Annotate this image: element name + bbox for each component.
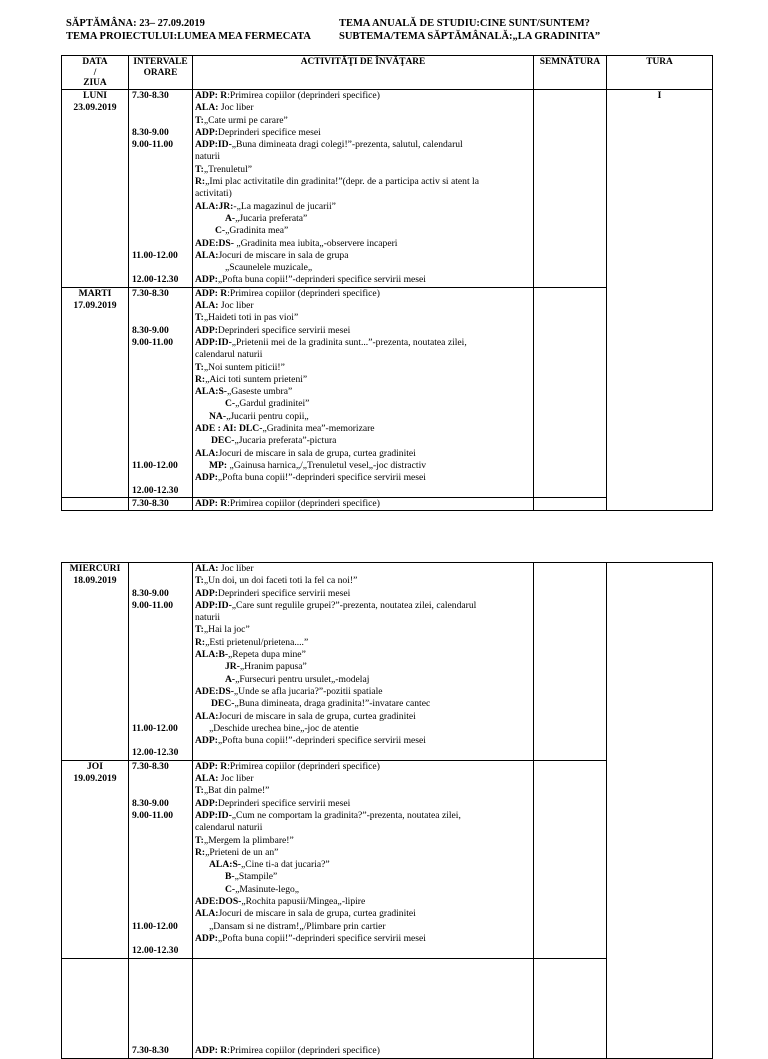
day-date: 18.09.2019 <box>73 575 117 587</box>
activity-line <box>193 649 533 661</box>
activity-code: ALA:JR: <box>195 200 234 212</box>
activity-line <box>193 661 533 673</box>
activity-line <box>193 896 533 908</box>
activity-text: „Gardul gradinitei” <box>235 398 310 410</box>
activity-code: ADP: R <box>195 287 228 299</box>
col-header-tura: TURA <box>607 56 713 90</box>
time-interval: 12.00-12.30 <box>132 747 179 759</box>
time-interval <box>129 674 192 686</box>
activity-text: „Hranim papusa” <box>239 661 307 673</box>
activity-line <box>193 411 533 423</box>
time-intervals-cell <box>129 90 193 288</box>
day-row-luni <box>62 90 713 288</box>
activity-line <box>193 908 533 920</box>
time-interval <box>129 847 192 859</box>
day-name: MARTI <box>78 287 112 299</box>
time-interval <box>129 176 192 188</box>
activity-code: ADE:DOS- <box>195 896 242 908</box>
time-interval <box>129 908 192 920</box>
activity-text: „Cine ti-a dat jucaria?” <box>240 859 330 871</box>
activity-code: ADP: R <box>195 90 228 101</box>
time-interval: 7.30-8.30 <box>129 497 193 510</box>
activity-line <box>193 337 533 349</box>
activity-line <box>193 735 533 747</box>
annual-theme: TEMA ANUALĂ DE STUDIU:CINE SUNT/SUNTEM? <box>339 18 590 29</box>
activity-text: Deprinderi specifice servirii mesei <box>217 797 351 809</box>
time-interval <box>129 151 192 163</box>
time-interval <box>129 312 192 324</box>
activity-text: „Mergem la plimbare!” <box>203 834 294 846</box>
activity-code: ALA: <box>195 249 219 261</box>
activity-text: naturii <box>195 151 221 163</box>
activity-code: T: <box>195 361 204 373</box>
activity-code: ADP:ID- <box>195 809 232 821</box>
activity-code: ADE:DS- <box>195 685 234 697</box>
activity-line <box>193 213 533 225</box>
time-interval <box>129 859 192 871</box>
activity-code: ADP: <box>195 324 218 336</box>
activity-line <box>193 884 533 896</box>
activity-line <box>193 674 533 686</box>
activity-line <box>193 810 533 822</box>
activity-line <box>193 398 533 410</box>
activity-line <box>193 460 533 472</box>
time-interval: 12.00-12.30 <box>132 484 179 496</box>
project-theme: TEMA PROIECTULUI:LUMEA MEA FERMECATA <box>66 31 311 42</box>
day-date-cell <box>62 760 129 958</box>
time-interval <box>129 612 192 624</box>
activity-line <box>193 435 533 447</box>
time-interval <box>129 300 192 312</box>
day-name: LUNI <box>83 90 107 101</box>
activity-code: T: <box>195 785 204 797</box>
tura-cell: I <box>607 90 713 511</box>
time-interval: 9.00-11.00 <box>132 336 174 348</box>
activity-text: „Un doi, un doi faceti toti la fel ca noi!” <box>203 575 358 587</box>
activity-line <box>193 238 533 250</box>
time-interval <box>129 238 192 250</box>
activity-code: ALA: <box>195 300 219 312</box>
activity-code: NA- <box>209 410 227 422</box>
time-interval <box>129 835 192 847</box>
activity-line <box>193 835 533 847</box>
activity-text: :Primirea copiilor (deprinderi specifice) <box>227 760 380 772</box>
activity-text: „Stampile” <box>234 871 278 883</box>
activity-line <box>193 575 533 587</box>
time-interval: 8.30-9.00 <box>132 797 169 809</box>
col-header-date: DATA / ZIUA <box>62 56 129 90</box>
activity-code: T: <box>195 575 204 587</box>
activity-code: ADP: <box>195 797 218 809</box>
time-interval: 9.00-11.00 <box>132 809 174 821</box>
time-interval <box>129 884 192 896</box>
activities-cell <box>193 287 534 497</box>
activity-code: T: <box>195 624 204 636</box>
activity-code: ADP: <box>195 587 218 599</box>
time-intervals-cell <box>129 287 193 497</box>
time-interval <box>129 896 192 908</box>
activity-code: ALA:B- <box>195 649 229 661</box>
activity-code: ADP: <box>195 274 218 286</box>
activity-text: „Jucaria preferata”-pictura <box>234 435 337 447</box>
table-header-row <box>62 56 713 90</box>
activity-text: „Unde se afla jucaria?”-pozitii spatiale <box>233 685 383 697</box>
time-interval: 8.30-9.00 <box>132 126 169 138</box>
activity-line <box>193 288 533 300</box>
day-date: 23.09.2019 <box>73 102 117 114</box>
time-interval <box>129 785 192 797</box>
day-date: 19.09.2019 <box>73 773 117 785</box>
activity-text: „Gradinita mea iubita„-observere incaperi <box>233 237 398 249</box>
activity-line <box>193 563 533 575</box>
activity-text: „Jucarii pentru copii„ <box>226 410 309 422</box>
activity-code: DEC- <box>211 435 235 447</box>
activity-text: :Primirea copiilor (deprinderi specifice) <box>227 287 380 299</box>
activities-cell <box>193 760 534 958</box>
tura-cell <box>607 563 713 1059</box>
activity-line <box>193 349 533 361</box>
day-date-cell <box>62 563 129 761</box>
day-date-cell <box>62 90 129 288</box>
activity-code: B- <box>225 871 235 883</box>
time-intervals-cell <box>129 563 193 761</box>
activity-code: ADP:ID- <box>195 599 232 611</box>
time-interval: 7.30-8.30 <box>132 760 169 772</box>
signature-cell[interactable] <box>534 287 607 497</box>
col-header-activities: ACTIVITĂŢI DE ÎNVĂŢARE <box>193 56 534 90</box>
activity-text: „Gradinita mea” <box>225 225 289 237</box>
activity-text: „Repeta dupa mine” <box>228 649 306 661</box>
time-interval <box>129 435 192 447</box>
weekly-subtheme: SUBTEMA/TEMA SĂPTĂMÂNALĂ:„LA GRADINITA” <box>339 31 601 42</box>
time-interval: 9.00-11.00 <box>132 599 174 611</box>
activity-line <box>193 176 533 188</box>
activity-line <box>193 612 533 624</box>
activity-code: R: <box>195 846 206 858</box>
time-interval <box>129 164 192 176</box>
activity-line <box>193 871 533 883</box>
time-interval <box>129 362 192 374</box>
activity-line: ADP: R:Primirea copiilor (deprinderi specifice) <box>193 958 534 1058</box>
time-interval <box>129 225 192 237</box>
time-interval <box>129 398 192 410</box>
activity-line <box>193 188 533 200</box>
activity-text: „Prietenii mei de la gradinita sunt...”-prezenta, noutatea zilei, <box>231 336 467 348</box>
time-interval <box>129 637 192 649</box>
activity-code: ADP: R <box>195 760 228 772</box>
activity-line <box>193 127 533 139</box>
activity-line <box>193 624 533 636</box>
time-interval <box>129 933 192 945</box>
time-interval <box>129 575 192 587</box>
activity-code: ADP:ID- <box>195 139 232 151</box>
activity-code: ADP: <box>195 735 218 747</box>
time-interval <box>129 423 192 435</box>
activity-line <box>193 115 533 127</box>
activity-code: C- <box>225 398 236 410</box>
activity-code: ADE:DS- <box>195 237 234 249</box>
activity-text: „Pofta buna copii!”-deprinderi specifice servirii mesei <box>217 735 426 747</box>
activity-line <box>193 312 533 324</box>
activity-text: „Imi plac activitatile din gradinita!”(depr. de a participa activ si atent la <box>205 176 479 188</box>
activity-text: „Cum ne comportam la gradinita?”-prezenta, noutatea zilei, <box>231 809 461 821</box>
activity-text: calendarul naturii <box>195 349 263 361</box>
activity-text: „Gaseste umbra” <box>226 386 293 398</box>
activity-code: MP: <box>209 459 228 471</box>
activity-text: Joc liber <box>218 300 254 312</box>
activity-code: ADP: <box>195 932 218 944</box>
time-interval <box>129 374 192 386</box>
activity-line <box>193 723 533 735</box>
activity-line <box>193 933 533 945</box>
activity-code: ADP:ID- <box>195 336 232 348</box>
activity-code: ALA: <box>195 710 219 722</box>
activity-line <box>193 151 533 163</box>
time-interval <box>129 188 192 200</box>
activity-code: ALA:S- <box>195 386 227 398</box>
activity-line <box>193 921 533 933</box>
activity-line <box>193 423 533 435</box>
activity-text: „Scaunelele muzicale„ <box>225 262 313 274</box>
activity-text: „Dansam si ne distram!„/Plimbare prin cartier <box>209 920 386 932</box>
time-interval <box>129 735 192 747</box>
activity-text: „Fursecuri pentru ursulet„-modelaj <box>235 673 370 685</box>
time-interval <box>129 115 192 127</box>
activity-text: „Pofta buna copii!”-deprinderi specifice servirii mesei <box>217 932 426 944</box>
activity-line <box>193 164 533 176</box>
activity-text: -„La magazinul de jucarii” <box>233 200 336 212</box>
time-interval <box>129 386 192 398</box>
signature-cell[interactable] <box>534 90 607 288</box>
time-interval <box>129 563 192 575</box>
activity-text: „Aici toti suntem prieteni” <box>205 373 308 385</box>
activity-text: Jocuri de miscare in sala de grupa, curtea gradinitei <box>218 908 416 920</box>
time-interval <box>129 698 192 710</box>
activity-code: ADE : AI: DLC- <box>195 423 263 435</box>
activity-code: T: <box>195 834 204 846</box>
activity-line: ADP: R:Primirea copiilor (deprinderi specifice) <box>193 497 534 510</box>
activity-line <box>193 711 533 723</box>
activity-text: „Cate urmi pe carare” <box>203 114 288 126</box>
activity-text: „Masinute-lego„ <box>235 883 300 895</box>
activity-text: „Buna dimineata dragi colegi!”-prezenta, salutul, calendarul <box>231 139 463 151</box>
signature-cell[interactable] <box>534 563 607 761</box>
activity-line <box>193 847 533 859</box>
activity-text: „Prieteni de un an” <box>205 846 279 858</box>
time-interval: 7.30-8.30 <box>129 958 193 1058</box>
activity-line <box>193 588 533 600</box>
activity-text: naturii <box>195 612 221 624</box>
day-name: MIERCURI <box>69 563 121 574</box>
time-interval: 12.00-12.30 <box>132 945 179 957</box>
activity-text: „Esti prietenul/prietena....” <box>205 636 309 648</box>
activity-code: ADP: <box>195 126 218 138</box>
activity-line <box>193 822 533 834</box>
activity-text: activitati) <box>195 188 232 200</box>
activity-line <box>193 325 533 337</box>
activity-line <box>193 698 533 710</box>
activity-text: :Primirea copiilor (deprinderi specifice) <box>227 90 380 101</box>
time-interval: 11.00-12.00 <box>132 249 178 261</box>
activity-line <box>193 472 533 484</box>
activity-line <box>193 201 533 213</box>
time-interval <box>129 349 192 361</box>
time-interval <box>129 201 192 213</box>
activities-cell <box>193 563 534 761</box>
time-interval: 8.30-9.00 <box>132 587 169 599</box>
activity-code: JR- <box>225 661 240 673</box>
activity-code: C- <box>215 225 226 237</box>
time-interval <box>129 411 192 423</box>
activity-text: „Gainusa harnica„/„Trenuletul vesel„-joc distractiv <box>227 459 427 471</box>
activity-code: T: <box>195 114 204 126</box>
time-interval <box>129 649 192 661</box>
activity-line <box>193 448 533 460</box>
time-intervals-cell <box>129 760 193 958</box>
time-interval <box>129 213 192 225</box>
activity-text: „Rochita papusii/Mingea„-lipire <box>241 896 366 908</box>
activity-line <box>193 139 533 151</box>
time-interval <box>129 472 192 484</box>
activity-text: „Trenuletul” <box>203 163 253 175</box>
activity-line <box>193 374 533 386</box>
col-header-intervals: INTERVALE ORARE <box>129 56 193 90</box>
time-interval <box>129 773 192 785</box>
activity-text: Joc liber <box>218 102 254 114</box>
signature-cell[interactable] <box>534 760 607 958</box>
activity-code: ALA: <box>195 102 219 114</box>
activity-text: calendarul naturii <box>195 822 263 834</box>
activity-text: Deprinderi specifice mesei <box>217 126 321 138</box>
activity-line <box>193 300 533 312</box>
activity-code: T: <box>195 312 204 324</box>
activity-text: Deprinderi specifice servirii mesei <box>217 324 351 336</box>
activity-text: Deprinderi specifice servirii mesei <box>217 587 351 599</box>
time-interval <box>129 661 192 673</box>
activity-text: Jocuri de miscare in sala de grupa <box>218 249 349 261</box>
time-interval <box>129 822 192 834</box>
signature-cell[interactable] <box>534 497 607 510</box>
time-interval: 11.00-12.00 <box>132 459 178 471</box>
activity-code: C- <box>225 883 236 895</box>
activity-code: ALA: <box>195 908 219 920</box>
activity-text: „Care sunt regulile grupei?”-prezenta, noutatea zilei, calendarul <box>231 599 477 611</box>
activity-code: DEC- <box>211 698 235 710</box>
col-header-signature: SEMNĂTURA <box>534 56 607 90</box>
activity-line <box>193 386 533 398</box>
activity-line <box>193 225 533 237</box>
activity-line <box>193 600 533 612</box>
activity-text: „Buna dimineata, draga gradinita!”-invatare cantec <box>234 698 431 710</box>
activity-line <box>193 798 533 810</box>
activities-cell <box>193 90 534 288</box>
activity-code: A- <box>225 212 236 224</box>
activity-text: Joc liber <box>218 773 254 785</box>
activity-line <box>193 773 533 785</box>
time-interval: 7.30-8.30 <box>132 90 169 101</box>
activity-line <box>193 686 533 698</box>
activity-line <box>193 859 533 871</box>
time-interval: 11.00-12.00 <box>132 920 178 932</box>
activity-text: „Haideti toti in pas vioi” <box>203 312 299 324</box>
activity-line <box>193 250 533 262</box>
activity-line <box>193 90 533 102</box>
time-interval: 9.00-11.00 <box>132 139 174 151</box>
time-interval <box>129 624 192 636</box>
activity-code: ALA:S- <box>209 859 241 871</box>
activity-text: „Bat din palme!” <box>203 785 270 797</box>
day-row-miercuri <box>62 563 713 761</box>
activity-line <box>193 362 533 374</box>
activity-text: Jocuri de miscare in sala de grupa, curtea gradinitei <box>218 710 416 722</box>
time-interval: 11.00-12.00 <box>132 722 178 734</box>
activity-code: ADP: <box>195 472 218 484</box>
time-interval <box>129 102 192 114</box>
activity-code: ALA: <box>195 773 219 785</box>
activity-text: Jocuri de miscare in sala de grupa, curtea gradinitei <box>218 447 416 459</box>
day-date: 17.09.2019 <box>73 300 117 312</box>
activity-code: T: <box>195 163 204 175</box>
activity-line <box>193 102 533 114</box>
time-interval <box>129 871 192 883</box>
activity-code: A- <box>225 673 236 685</box>
activity-text: „Pofta buna copii!”-deprinderi specifice servirii mesei <box>217 274 426 286</box>
activity-line <box>193 274 533 286</box>
time-interval: 12.00-12.30 <box>132 274 179 286</box>
activity-line <box>193 262 533 274</box>
activity-text: „Hai la joc” <box>203 624 250 636</box>
week-label: SĂPTĂMÂNA: 23– 27.09.2019 <box>66 18 205 29</box>
time-interval: 8.30-9.00 <box>132 324 169 336</box>
time-interval <box>129 686 192 698</box>
activity-text: Joc liber <box>218 563 254 574</box>
activity-text: „Deschide urechea bine„-joc de atentie <box>209 722 359 734</box>
day-date-cell <box>62 287 129 497</box>
activity-code: ALA: <box>195 447 219 459</box>
activity-line <box>193 637 533 649</box>
activity-text: „Jucaria preferata” <box>235 212 308 224</box>
time-interval <box>129 711 192 723</box>
activity-code: ALA: <box>195 563 219 574</box>
day-name: JOI <box>87 760 103 772</box>
activity-code: R: <box>195 176 206 188</box>
activity-line <box>193 761 533 773</box>
activity-code: R: <box>195 636 206 648</box>
activity-text: „Pofta buna copii!”-deprinderi specifice servirii mesei <box>217 472 426 484</box>
activity-line <box>193 785 533 797</box>
activity-code: R: <box>195 373 206 385</box>
activity-text: „Gradinita mea”-memorizare <box>262 423 375 435</box>
activity-plan-table-1 <box>61 55 713 511</box>
time-interval: 7.30-8.30 <box>132 287 169 299</box>
activity-plan-table-2 <box>61 562 713 1059</box>
time-interval <box>129 448 192 460</box>
activity-text: „Noi suntem piticii!” <box>203 361 285 373</box>
signature-cell[interactable] <box>534 958 607 1058</box>
time-interval <box>129 262 192 274</box>
